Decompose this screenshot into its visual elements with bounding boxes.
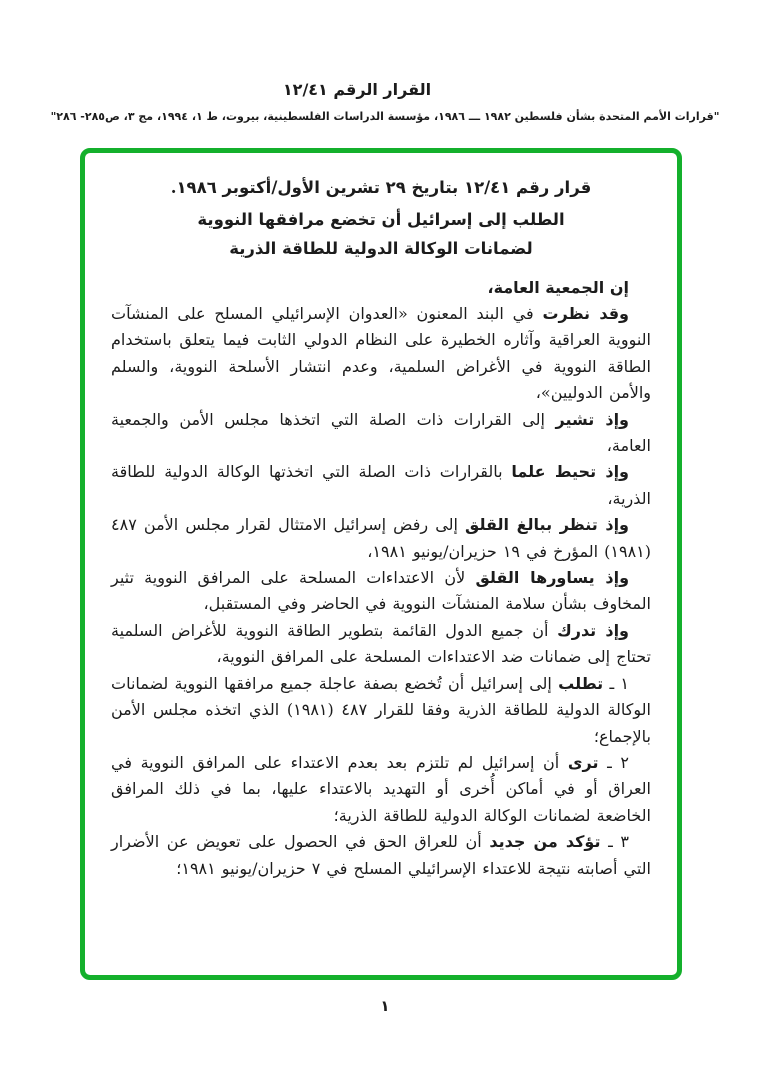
paragraph-body-text: إلى رفض إسرائيل الامتثال لقرار مجلس الأمن ٤٨٧ (١٩٨١) المؤرخ في ١٩ حزيران/يونيو ١٩٨١،: [111, 515, 651, 561]
paragraph-lead-phrase: وإذ تشير: [555, 409, 630, 429]
paragraph-body-text: أن إسرائيل لم تلتزم بعد بعدم الاعتداء على المرافق النووية في العراق أو في أماكن أُخرى أو التهديد بالاعتداء عليها، بما في ذلك المرافق الخاضعة لضمانات الوكالة الدولية للطاقة الذرية؛: [111, 752, 651, 825]
doc-title-line3: لضمانات الوكالة الدولية للطاقة الذرية: [229, 239, 533, 258]
paragraph-body-text: إلى القرارات ذات الصلة التي اتخذها مجلس الأمن والجمعية العامة،: [111, 409, 651, 456]
paragraph-lead-phrase: وإذ يساورها القلق: [475, 568, 630, 588]
page-number: ١: [380, 997, 390, 1015]
resolution-paragraph: [111, 618, 651, 671]
paragraph-body-text: في البند المعنون «العدوان الإسرائيلي المسلح على المنشآت النووية العراقية وآثاره الخطيرة على النظام الدولي الثابت فيما يتعلق باستخدام الطاقة النووية في الأغراض السلمية، وعدم انتشار الأسلحة النووية، والسلم والأمن الدوليين»،: [111, 304, 652, 403]
paragraph-number-marker: ٢ ـ: [598, 752, 630, 772]
paragraph-body-text: بالقرارات ذات الصلة التي اتخذتها الوكالة الدولية للطاقة الذرية،: [111, 462, 651, 508]
resolution-paragraph: [111, 459, 651, 512]
paragraph-lead-phrase: وإذ تنظر ببالغ القلق: [465, 515, 630, 535]
paragraph-lead-phrase: وإذ تحيط علما: [511, 462, 629, 482]
paragraph-number-marker: ١ ـ: [603, 673, 629, 693]
paragraph-lead-phrase: وقد نظرت: [542, 304, 630, 323]
paragraph-body-text: أن جميع الدول القائمة بتطوير الطاقة النووية للأغراض السلمية تحتاج إلى ضمانات ضد الاعتداءات المسلحة على المرافق النووية،: [111, 620, 651, 667]
doc-title-line1: قرار رقم ١٢/٤١ بتاريخ ٢٩ تشرين الأول/أكتوبر ١٩٨٦.: [170, 178, 592, 197]
paragraph-body-text: أن للعراق الحق في الحصول على تعويض عن الأضرار التي أصابته نتيجة للاعتداء الإسرائيلي المسلح في ٧ حزيران/يونيو ١٩٨١؛: [111, 832, 651, 878]
paragraph-body-text: إلى إسرائيل أن تُخضع بصفة عاجلة جميع مرافقها النووية لضمانات الوكالة الدولية للطاقة الذرية وفقا للقرار ٤٨٧ (١٩٨١) الذي اتخذه مجلس الأمن بالإجماع؛: [111, 673, 652, 746]
resolution-paragraph: [111, 750, 651, 829]
header-source-citation: "قرارات الأمم المتحدة بشأن فلسطين ١٩٨٢ ـــ ١٩٨٦، مؤسسة الدراسات الفلسطينية، بيروت، ط ١، ١٩٩٤، مج ٣، ص٢٨٥- ٢٨٦": [50, 110, 720, 123]
paragraph-lead-phrase: تؤكد من جديد: [489, 832, 601, 852]
green-frame: [80, 148, 682, 980]
paragraph-lead-phrase: ترى: [567, 752, 599, 772]
preamble-opener: إن الجمعية العامة،: [487, 278, 629, 297]
resolution-paragraph: [111, 301, 651, 407]
paragraph-number-marker: ٣ ـ: [600, 832, 629, 852]
resolution-paragraph: [111, 565, 651, 618]
resolution-paragraphs: [111, 301, 651, 882]
paragraph-lead-phrase: تطلب: [558, 673, 604, 693]
resolution-paragraph: [111, 407, 651, 460]
resolution-paragraph: [111, 671, 651, 750]
doc-title-line2: الطلب إلى إسرائيل أن تخضع مرافقها النووية: [197, 210, 565, 229]
paragraph-body-text: لأن الاعتداءات المسلحة على المرافق النووية تثير المخاوف بشأن سلامة المنشآت النووية في الحاضر وفي المستقبل،: [111, 568, 651, 614]
resolution-paragraph: [111, 512, 651, 565]
paragraph-lead-phrase: وإذ تدرك: [557, 620, 629, 640]
resolution-paragraph: [111, 829, 651, 882]
header-resolution-label: القرار الرقم ١٢/٤١: [282, 80, 432, 99]
